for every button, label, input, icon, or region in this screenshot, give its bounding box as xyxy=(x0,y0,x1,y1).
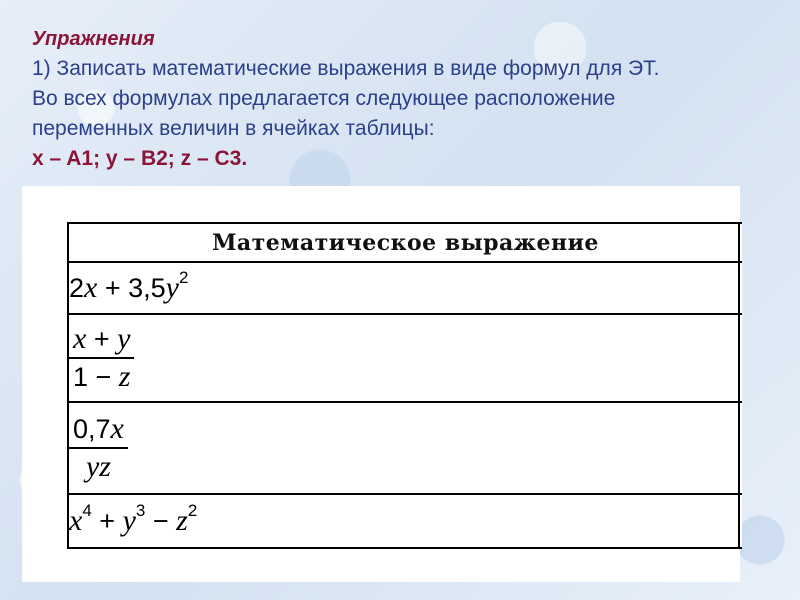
task-line-3: переменных величин в ячейках таблицы: xyxy=(32,117,435,140)
table-row xyxy=(68,314,742,402)
variable-mapping: x – A1; y – B2; z – C3. xyxy=(32,147,248,170)
expression-cell-3 xyxy=(68,402,742,494)
var-yz: yz xyxy=(85,450,111,483)
exponent: 2 xyxy=(187,501,198,520)
expression-cell-2 xyxy=(68,314,742,402)
expression-3-fraction xyxy=(69,411,128,485)
expression-cell-1 xyxy=(68,262,742,314)
var-y: y xyxy=(165,271,179,304)
expression-cell-4 xyxy=(68,494,742,548)
var-x: x xyxy=(69,504,83,537)
exercise-text xyxy=(32,24,772,174)
expressions-table xyxy=(67,222,742,549)
expression-4 xyxy=(69,501,198,537)
var-y: y xyxy=(117,322,131,355)
operator: + xyxy=(91,506,123,536)
task-line-2: Во всех формулах предлагается следующее расположение xyxy=(32,87,616,110)
var-x: x xyxy=(84,271,98,304)
var-z: z xyxy=(118,360,131,393)
var-y: y xyxy=(122,504,136,537)
var-z: z xyxy=(176,504,188,537)
numerator xyxy=(69,321,134,359)
expression-2-fraction xyxy=(69,321,134,395)
term: + 3,5 xyxy=(97,273,166,303)
operator: − xyxy=(145,506,177,536)
var-x: x xyxy=(73,322,87,355)
table-header: Математическое выражение xyxy=(68,223,742,262)
numerator xyxy=(69,411,128,449)
table-row xyxy=(68,402,742,494)
denominator xyxy=(69,359,134,395)
expression-1 xyxy=(69,268,189,304)
table-right-border xyxy=(738,222,740,548)
var-x: x xyxy=(110,412,124,445)
table-header-row xyxy=(68,223,742,262)
exponent: 3 xyxy=(135,501,146,520)
denominator xyxy=(69,449,128,485)
exponent: 2 xyxy=(179,268,189,287)
operator: + xyxy=(86,324,118,354)
exponent: 4 xyxy=(82,501,92,520)
task-line-1: 1) Записать математические выражения в виде формул для ЭТ. xyxy=(32,57,660,80)
coef: 2 xyxy=(69,273,85,303)
expressions-panel xyxy=(22,186,740,582)
exercise-heading: Упражнения xyxy=(32,28,155,50)
term: 1 − xyxy=(73,362,119,392)
table-row xyxy=(68,494,742,548)
table-row xyxy=(68,262,742,314)
coef: 0,7 xyxy=(73,414,111,444)
